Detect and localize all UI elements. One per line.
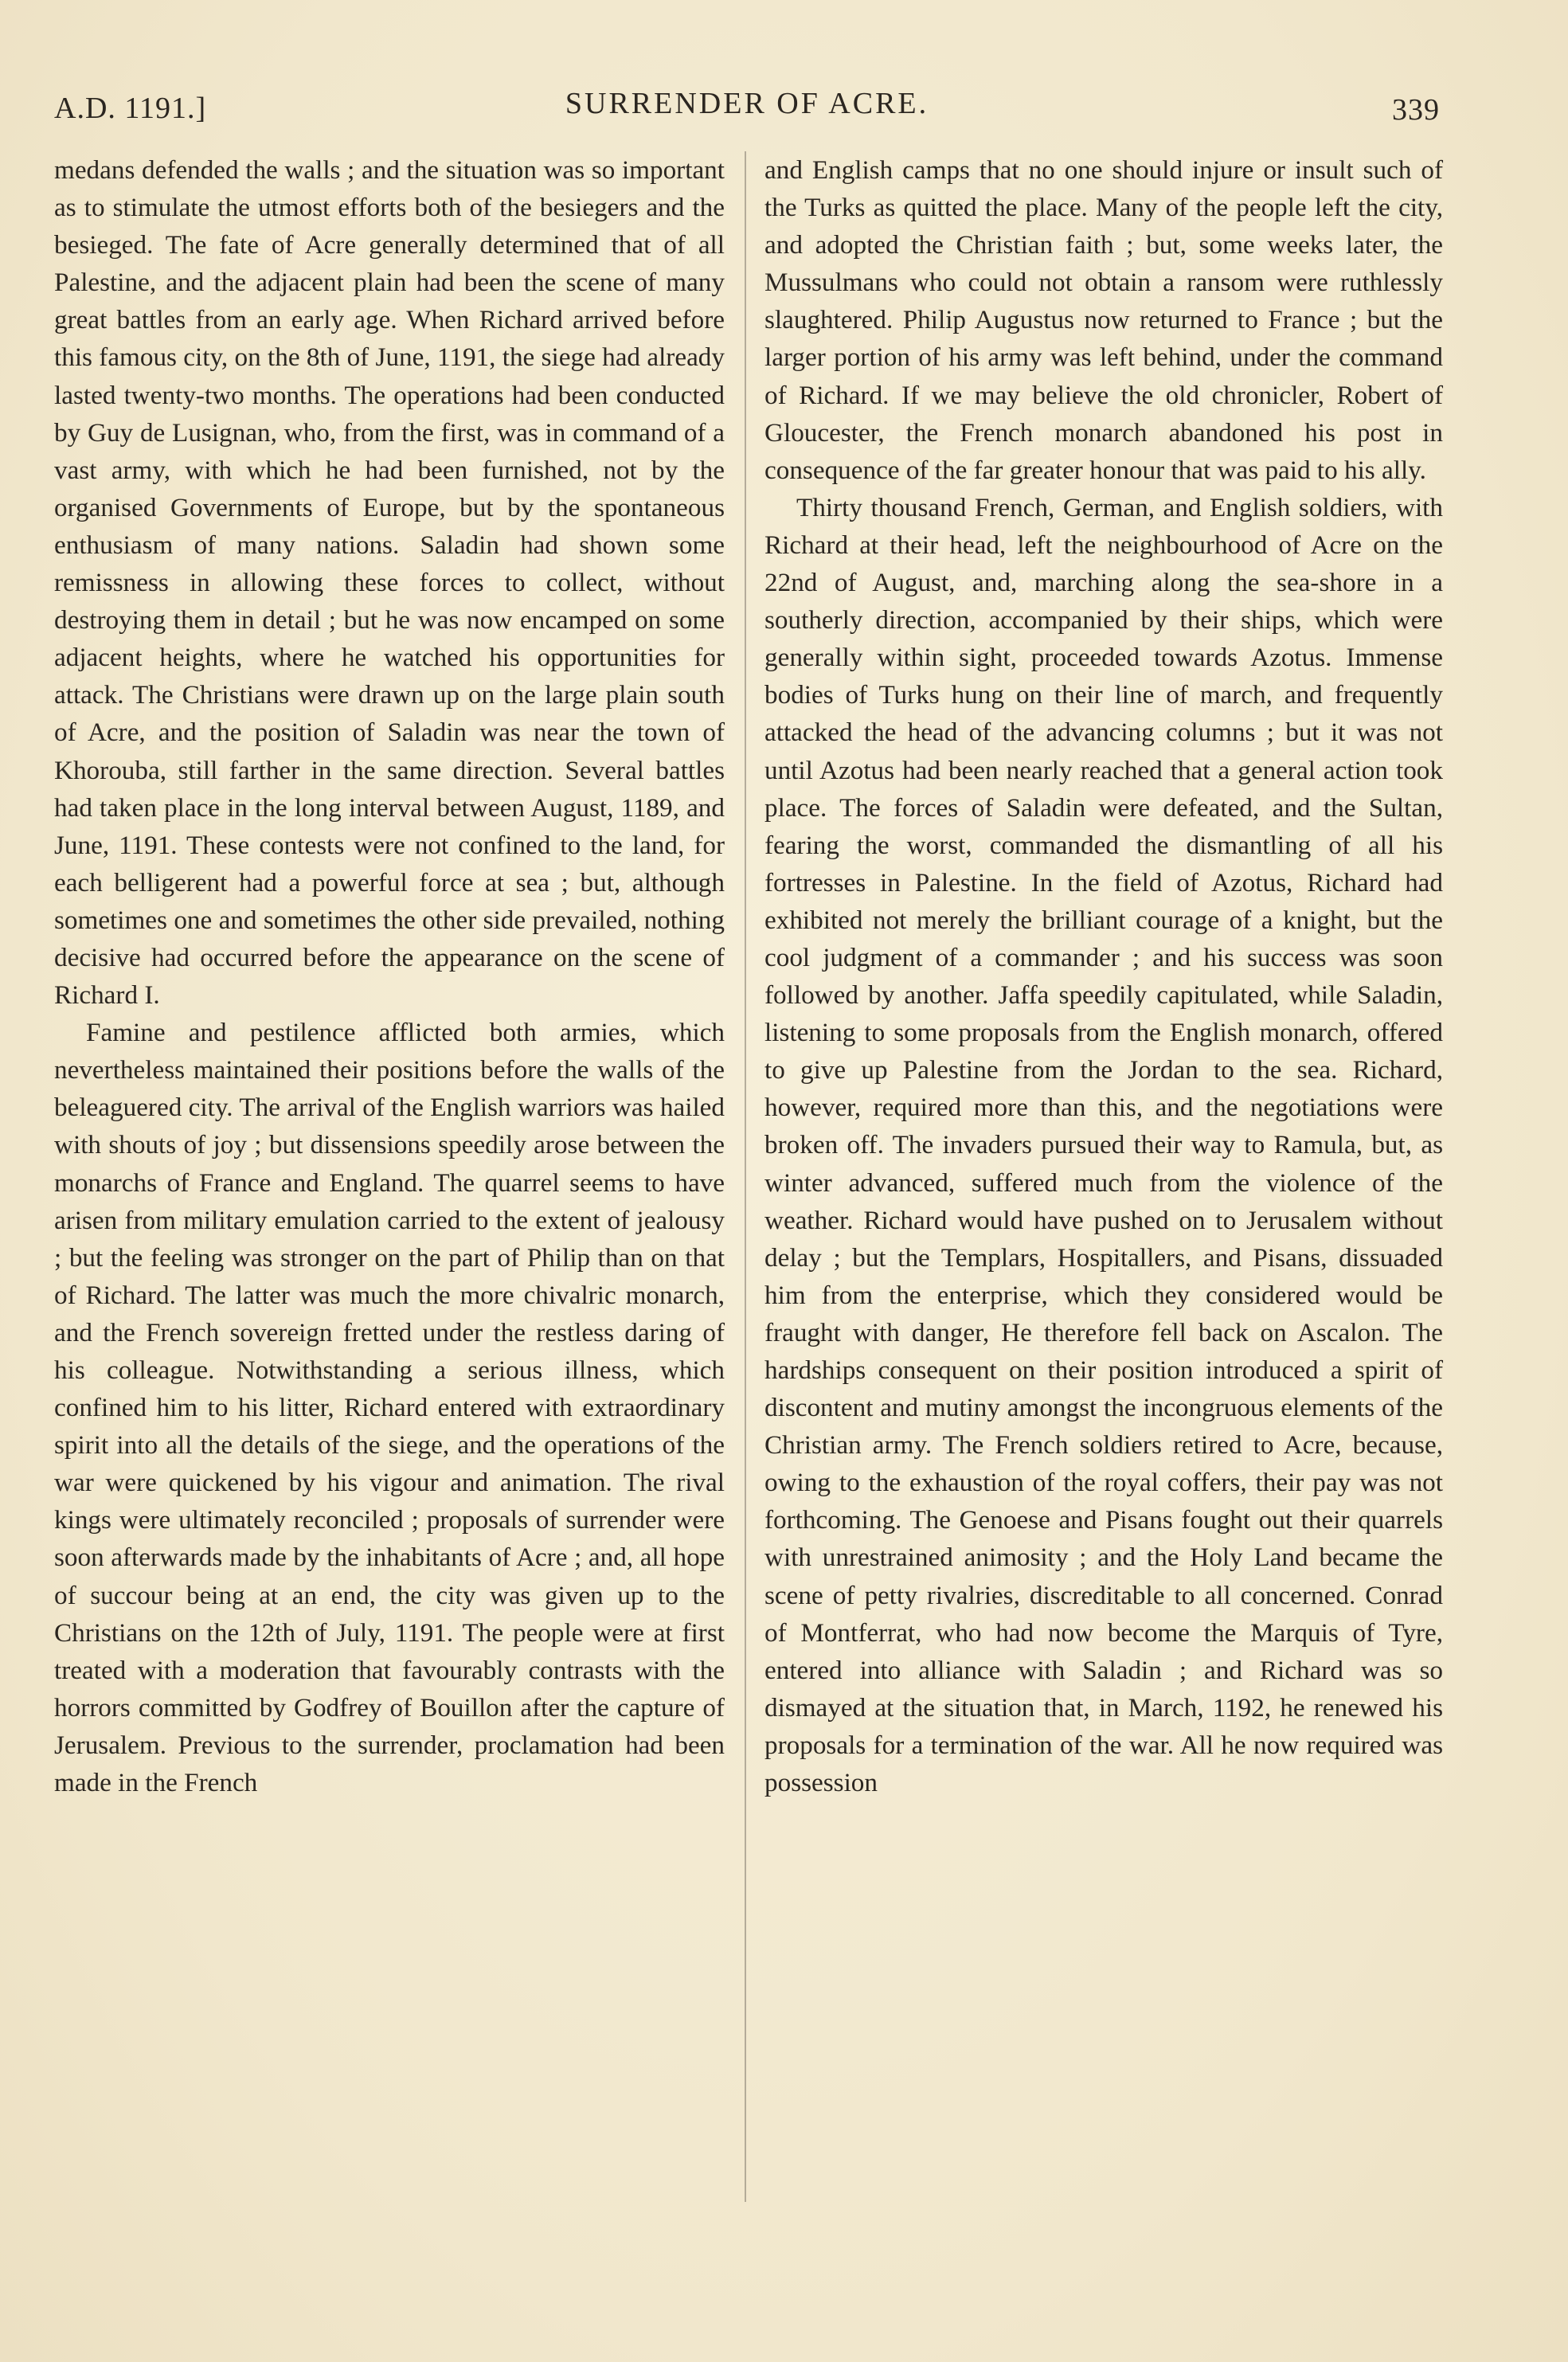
page-number: 339 [1392, 93, 1440, 127]
paragraph: Famine and pestilence afflicted both armies, which nevertheless maintained their positions before the walls of the beleaguered city. The arrival of the English warriors was hailed with shouts of joy ; but dissensions speedily arose between the monarchs of France and England. The quarrel seems to have arisen from military emulation carried to the extent of jealousy ; but the feeling was stronger on the part of Philip than on that of Richard. The latter was much the more chivalric monarch, and the French sovereign fretted under the restless daring of his colleague. Notwithstanding a serious illness, which confined him to his litter, Richard entered with extraordinary spirit into all the details of the siege, and the operations of the war were quickened by his vigour and animation. The rival kings were ultimately reconciled ; proposals of surrender were soon afterwards made by the inhabitants of Acre ; and, all hope of succour being at an end, the city was given up to the Christians on the 12th of July, 1191. The people were at first treated with a moderation that favourably contrasts with the horrors committed by Godfrey of Bouillon after the capture of Jerusalem. Previous to the surrender, proclamation had been made in the French [54, 1018, 725, 1798]
paragraph: and English camps that no one should injure or insult such of the Turks as quitted the place. Many of the people left the city, and adopted the Christian faith ; but, some weeks later, the Mussulmans who could not obtain a ransom were ruthlessly slaughtered. Philip Augustus now returned to France ; but the larger portion of his army was left behind, under the command of Richard. If we may believe the old chronicler, Robert of Gloucester, the French monarch abandoned his post in consequence of the far greater honour that was paid to his ally. [764, 155, 1443, 485]
paragraph: Thirty thousand French, German, and English soldiers, with Richard at their head, left the neighbourhood of Acre on the 22nd of August, and, marching along the sea-shore in a southerly direction, accompanied by their ships, which were generally within sight, proceeded towards Azotus. Immense bodies of Turks hung on their line of march, and frequently attacked the head of the advancing columns ; but it was not until Azotus had been nearly reached that a general action took place. The forces of Saladin were defeated, and the Sultan, fearing the worst, commanded the dismantling of all his fortresses in Palestine. In the field of Azotus, Richard had exhibited not merely the brilliant courage of a knight, but the cool judgment of a commander ; and his success was soon followed by another. Jaffa speedily capitulated, while Saladin, listening to some proposals from the English monarch, offered to give up Palestine from the Jordan to the sea. Richard, however, required more than this, and the negotiations were broken off. The invaders pursued their way to Ramula, but, as winter advanced, suffered much from the violence of the weather. Richard would have pushed on to Jerusalem without delay ; but the Templars, Hospitallers, and Pisans, dissuaded him from the enterprise, which they considered would be fraught with danger, He therefore fell back on Ascalon. The hardships consequent on their position introduced a spirit of discontent and mutiny amongst the incongruous elements of the Christian army. The French soldiers retired to Acre, because, owing to the exhaustion of the royal coffers, their pay was not forthcoming. The Genoese and Pisans fought out their quarrels with unrestrained animosity ; and the Holy Land became the scene of petty rivalries, discreditable to all concerned. Conrad of Montferrat, who had now become the Marquis of Tyre, entered into alliance with Saladin ; and Richard was so dismayed at the situation that, in March, 1192, he renewed his proposals for a termination of the war. All he now required was possession [764, 492, 1443, 1798]
left-column [54, 151, 725, 1801]
running-header [54, 80, 1440, 127]
right-column [764, 151, 1443, 1801]
column-divider [745, 151, 746, 2202]
header-date: A.D. 1191.] [54, 92, 207, 125]
page-title: SURRENDER OF ACRE. [565, 87, 929, 120]
paragraph: medans defended the walls ; and the situation was so important as to stimulate the utmost efforts both of the besiegers and the besieged. The fate of Acre generally determined that of all Palestine, and the adjacent plain had been the scene of many great battles from an early age. When Richard arrived before this famous city, on the 8th of June, 1191, the siege had already lasted twenty-two months. The operations had been conducted by Guy de Lusignan, who, from the first, was in command of a vast army, with which he had been furnished, not by the organised Governments of Europe, but by the spontaneous enthusiasm of many nations. Saladin had shown some remissness in allowing these forces to collect, without destroying them in detail ; but he was now encamped on some adjacent heights, where he watched his opportunities for attack. The Christians were drawn up on the large plain south of Acre, and the position of Saladin was near the town of Khorouba, still farther in the same direction. Several battles had taken place in the long interval between August, 1189, and June, 1191. These contests were not confined to the land, for each belligerent had a powerful force at sea ; but, although sometimes one and sometimes the other side prevailed, nothing decisive had occurred before the appearance on the scene of Richard I. [54, 155, 725, 1011]
